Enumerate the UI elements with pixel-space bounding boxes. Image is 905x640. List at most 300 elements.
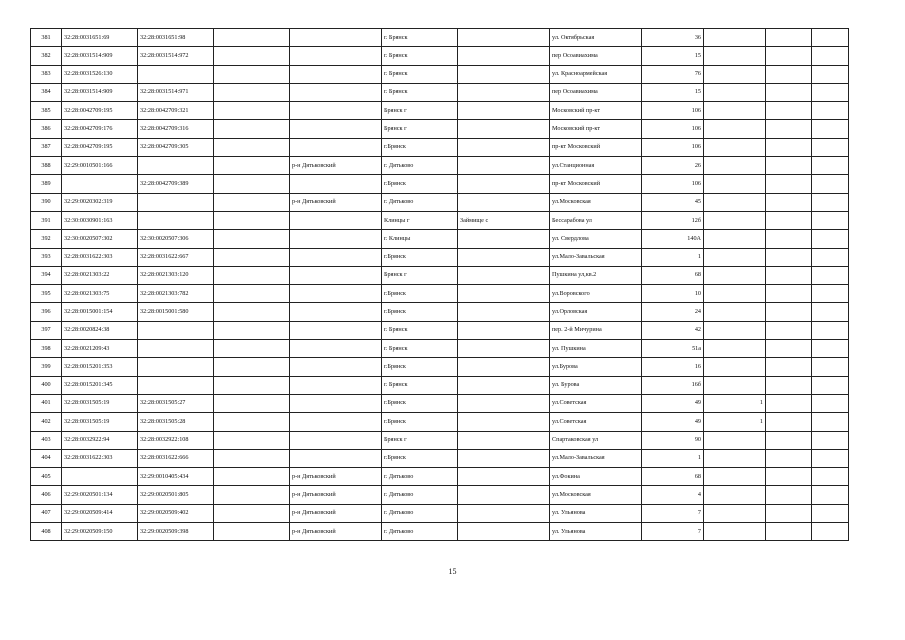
building-cadastral-number (138, 376, 214, 394)
house-number: 49 (642, 413, 704, 431)
extra-cell (766, 47, 812, 65)
building-cadastral-number (138, 65, 214, 83)
street-cell: ул. Свердлова (550, 230, 642, 248)
extra-cell (766, 394, 812, 412)
house-number: 24 (642, 303, 704, 321)
blank-cell (214, 47, 290, 65)
building-cadastral-number: 32:28:0042709:305 (138, 138, 214, 156)
district-cell (290, 65, 382, 83)
street-cell: ул.Воровского (550, 285, 642, 303)
blank-cell (214, 83, 290, 101)
district-cell (290, 449, 382, 467)
extra-cell (766, 175, 812, 193)
locality-cell (458, 83, 550, 101)
cadastral-number: 32:28:0021303:22 (62, 266, 138, 284)
property-register-table (30, 28, 849, 541)
blank-cell (214, 486, 290, 504)
street-cell: Московский пр-кт (550, 120, 642, 138)
house-number: 36 (642, 29, 704, 47)
district-cell (290, 266, 382, 284)
district-cell (290, 120, 382, 138)
street-cell: пер. 2-й Мичурина (550, 321, 642, 339)
city-cell: г. Дятьково (382, 157, 458, 175)
extra-cell (766, 211, 812, 229)
blank-cell (214, 449, 290, 467)
row-number: 389 (31, 175, 62, 193)
extra-cell (704, 340, 766, 358)
extra-cell (812, 431, 849, 449)
city-cell: Брянск г (382, 120, 458, 138)
house-number: 10 (642, 285, 704, 303)
cadastral-number: 32:28:0042709:195 (62, 102, 138, 120)
locality-cell (458, 303, 550, 321)
district-cell: р-н Дятьковский (290, 468, 382, 486)
street-cell: ул. Красноармейская (550, 65, 642, 83)
extra-cell (704, 523, 766, 541)
street-cell: пер Осоавиахима (550, 83, 642, 101)
table-row (31, 266, 849, 284)
blank-cell (214, 504, 290, 522)
street-cell: ул.Московская (550, 486, 642, 504)
blank-cell (214, 523, 290, 541)
district-cell (290, 358, 382, 376)
blank-cell (214, 321, 290, 339)
building-cadastral-number (138, 157, 214, 175)
locality-cell (458, 102, 550, 120)
locality-cell (458, 413, 550, 431)
cadastral-number: 32:28:0031514:909 (62, 47, 138, 65)
table-row (31, 394, 849, 412)
locality-cell (458, 47, 550, 65)
extra-cell (704, 431, 766, 449)
building-cadastral-number: 32:28:0042709:316 (138, 120, 214, 138)
district-cell (290, 211, 382, 229)
cadastral-number: 32:28:0042709:176 (62, 120, 138, 138)
district-cell (290, 394, 382, 412)
extra-cell (766, 486, 812, 504)
extra-cell (812, 413, 849, 431)
blank-cell (214, 120, 290, 138)
locality-cell (458, 120, 550, 138)
house-number: 106 (642, 175, 704, 193)
city-cell: г. Дятьково (382, 468, 458, 486)
street-cell: ул.Фокина (550, 468, 642, 486)
street-cell: Бессарабова ул (550, 211, 642, 229)
street-cell: пр-кт Московский (550, 175, 642, 193)
district-cell (290, 413, 382, 431)
locality-cell (458, 394, 550, 412)
blank-cell (214, 340, 290, 358)
cadastral-number: 32:28:0031526:130 (62, 65, 138, 83)
extra-cell (812, 65, 849, 83)
district-cell (290, 230, 382, 248)
house-number: 15 (642, 83, 704, 101)
extra-cell (766, 413, 812, 431)
cadastral-number: 32:30:0020507:302 (62, 230, 138, 248)
building-cadastral-number: 32:28:0031505:27 (138, 394, 214, 412)
extra-cell (704, 175, 766, 193)
building-cadastral-number: 32:28:0031514:972 (138, 47, 214, 65)
extra-cell (766, 376, 812, 394)
building-cadastral-number: 32:29:0020509:398 (138, 523, 214, 541)
extra-cell (812, 29, 849, 47)
building-cadastral-number: 32:28:0031651:98 (138, 29, 214, 47)
locality-cell (458, 486, 550, 504)
cadastral-number: 32:28:0031505:19 (62, 413, 138, 431)
blank-cell (214, 157, 290, 175)
street-cell: ул.Станционная (550, 157, 642, 175)
locality-cell (458, 157, 550, 175)
extra-cell (704, 285, 766, 303)
locality-cell (458, 285, 550, 303)
extra-cell (704, 504, 766, 522)
cadastral-number: 32:28:0021303:75 (62, 285, 138, 303)
table-body (31, 29, 849, 541)
cadastral-number: 32:28:0015201:353 (62, 358, 138, 376)
extra-cell (704, 138, 766, 156)
district-cell (290, 29, 382, 47)
blank-cell (214, 248, 290, 266)
extra-cell (812, 523, 849, 541)
district-cell: р-н Дятьковский (290, 193, 382, 211)
extra-cell (812, 358, 849, 376)
district-cell (290, 47, 382, 65)
row-number: 399 (31, 358, 62, 376)
cadastral-number: 32:28:0015201:345 (62, 376, 138, 394)
city-cell: г. Брянск (382, 83, 458, 101)
city-cell: г.Брянск (382, 358, 458, 376)
cadastral-number: 32:28:0031622:303 (62, 248, 138, 266)
building-cadastral-number (138, 340, 214, 358)
house-number: 7 (642, 504, 704, 522)
extra-cell (766, 193, 812, 211)
building-cadastral-number: 32:28:0015001:580 (138, 303, 214, 321)
row-number: 391 (31, 211, 62, 229)
extra-cell (766, 138, 812, 156)
table-row (31, 303, 849, 321)
row-number: 381 (31, 29, 62, 47)
extra-cell (704, 193, 766, 211)
city-cell: г.Брянск (382, 394, 458, 412)
extra-cell (766, 340, 812, 358)
extra-cell (704, 102, 766, 120)
cadastral-number: 32:28:0031505:19 (62, 394, 138, 412)
blank-cell (214, 413, 290, 431)
city-cell: г. Брянск (382, 340, 458, 358)
extra-cell (704, 230, 766, 248)
row-number: 402 (31, 413, 62, 431)
street-cell: ул.Московская (550, 193, 642, 211)
city-cell: г.Брянск (382, 248, 458, 266)
row-number: 382 (31, 47, 62, 65)
extra-cell (766, 468, 812, 486)
extra-cell (812, 230, 849, 248)
cadastral-number: 32:28:0031651:69 (62, 29, 138, 47)
building-cadastral-number: 32:28:0031622:667 (138, 248, 214, 266)
extra-cell (812, 486, 849, 504)
blank-cell (214, 211, 290, 229)
city-cell: г. Брянск (382, 65, 458, 83)
house-number: 68 (642, 468, 704, 486)
extra-cell (812, 394, 849, 412)
house-number: 15 (642, 47, 704, 65)
row-number: 388 (31, 157, 62, 175)
extra-cell (766, 431, 812, 449)
extra-cell (704, 248, 766, 266)
district-cell: р-н Дятьковский (290, 157, 382, 175)
city-cell: г. Дятьково (382, 523, 458, 541)
district-cell (290, 303, 382, 321)
row-number: 405 (31, 468, 62, 486)
row-number: 407 (31, 504, 62, 522)
house-number: 7 (642, 523, 704, 541)
district-cell (290, 285, 382, 303)
table-row (31, 230, 849, 248)
row-number: 394 (31, 266, 62, 284)
blank-cell (214, 376, 290, 394)
row-number: 387 (31, 138, 62, 156)
house-number: 4 (642, 486, 704, 504)
blank-cell (214, 285, 290, 303)
extra-cell (812, 340, 849, 358)
district-cell: р-н Дятьковский (290, 523, 382, 541)
extra-cell (704, 266, 766, 284)
city-cell: г. Брянск (382, 321, 458, 339)
extra-cell (812, 285, 849, 303)
cadastral-number: 32:28:0020824:38 (62, 321, 138, 339)
street-cell: ул.Мало-Завальская (550, 248, 642, 266)
blank-cell (214, 468, 290, 486)
table-row (31, 29, 849, 47)
extra-cell (704, 303, 766, 321)
district-cell (290, 376, 382, 394)
table-row (31, 248, 849, 266)
extra-cell (812, 120, 849, 138)
cadastral-number: 32:28:0021209:43 (62, 340, 138, 358)
extra-cell (812, 376, 849, 394)
building-cadastral-number (138, 193, 214, 211)
extra-cell (766, 449, 812, 467)
locality-cell (458, 29, 550, 47)
table-row (31, 449, 849, 467)
extra-cell (704, 83, 766, 101)
row-number: 403 (31, 431, 62, 449)
extra-cell (812, 449, 849, 467)
extra-cell (812, 266, 849, 284)
cadastral-number (62, 175, 138, 193)
house-number: 140А (642, 230, 704, 248)
blank-cell (214, 175, 290, 193)
street-cell: Московский пр-кт (550, 102, 642, 120)
extra-cell (812, 157, 849, 175)
building-cadastral-number: 32:28:0032922:108 (138, 431, 214, 449)
house-number: 12б (642, 211, 704, 229)
extra-cell (704, 47, 766, 65)
cadastral-number: 32:29:0020501:134 (62, 486, 138, 504)
city-cell: г. Брянск (382, 47, 458, 65)
locality-cell (458, 340, 550, 358)
extra-cell (704, 358, 766, 376)
street-cell: пер Осоавиахима (550, 47, 642, 65)
blank-cell (214, 138, 290, 156)
building-cadastral-number: 32:28:0021303:120 (138, 266, 214, 284)
extra-cell: 1 (704, 394, 766, 412)
row-number: 386 (31, 120, 62, 138)
city-cell: г. Дятьково (382, 504, 458, 522)
extra-cell (766, 285, 812, 303)
district-cell (290, 340, 382, 358)
table-row (31, 486, 849, 504)
table-row (31, 285, 849, 303)
row-number: 401 (31, 394, 62, 412)
cadastral-number: 32:28:0031514:909 (62, 83, 138, 101)
locality-cell (458, 358, 550, 376)
cadastral-number: 32:29:0010501:166 (62, 157, 138, 175)
house-number: 45 (642, 193, 704, 211)
extra-cell (766, 504, 812, 522)
district-cell (290, 175, 382, 193)
row-number: 385 (31, 102, 62, 120)
cadastral-number: 32:29:0020302:319 (62, 193, 138, 211)
locality-cell (458, 449, 550, 467)
table-row (31, 321, 849, 339)
city-cell: г. Брянск (382, 29, 458, 47)
extra-cell (704, 29, 766, 47)
row-number: 397 (31, 321, 62, 339)
extra-cell (766, 83, 812, 101)
house-number: 26 (642, 157, 704, 175)
row-number: 390 (31, 193, 62, 211)
city-cell: г.Брянск (382, 175, 458, 193)
extra-cell (766, 358, 812, 376)
extra-cell (812, 211, 849, 229)
blank-cell (214, 266, 290, 284)
row-number: 396 (31, 303, 62, 321)
extra-cell (812, 102, 849, 120)
building-cadastral-number: 32:28:0031514:971 (138, 83, 214, 101)
street-cell: ул.Мало-Завальская (550, 449, 642, 467)
extra-cell (704, 449, 766, 467)
locality-cell (458, 193, 550, 211)
cadastral-number (62, 468, 138, 486)
table-row (31, 431, 849, 449)
extra-cell (766, 120, 812, 138)
table-row (31, 83, 849, 101)
house-number: 106 (642, 102, 704, 120)
city-cell: г.Брянск (382, 138, 458, 156)
street-cell: ул. Пушкина (550, 340, 642, 358)
table-row (31, 358, 849, 376)
table-row (31, 211, 849, 229)
extra-cell (766, 102, 812, 120)
blank-cell (214, 29, 290, 47)
district-cell: р-н Дятьковский (290, 504, 382, 522)
street-cell: Спартаковская ул (550, 431, 642, 449)
locality-cell (458, 65, 550, 83)
extra-cell (704, 468, 766, 486)
row-number: 392 (31, 230, 62, 248)
house-number: 68 (642, 266, 704, 284)
row-number: 404 (31, 449, 62, 467)
table-row (31, 193, 849, 211)
cadastral-number: 32:28:0042709:195 (62, 138, 138, 156)
extra-cell (766, 65, 812, 83)
extra-cell (812, 303, 849, 321)
extra-cell (812, 321, 849, 339)
house-number: 76 (642, 65, 704, 83)
table-row (31, 468, 849, 486)
house-number: 49 (642, 394, 704, 412)
page-number: 15 (448, 567, 457, 576)
extra-cell (812, 83, 849, 101)
table-row (31, 376, 849, 394)
blank-cell (214, 102, 290, 120)
extra-cell (766, 29, 812, 47)
cadastral-number: 32:30:0030901:163 (62, 211, 138, 229)
row-number: 398 (31, 340, 62, 358)
blank-cell (214, 394, 290, 412)
blank-cell (214, 431, 290, 449)
district-cell (290, 138, 382, 156)
city-cell: г.Брянск (382, 303, 458, 321)
row-number: 408 (31, 523, 62, 541)
building-cadastral-number: 32:29:0020501:805 (138, 486, 214, 504)
district-cell (290, 102, 382, 120)
locality-cell (458, 266, 550, 284)
extra-cell (766, 303, 812, 321)
street-cell: пр-кт Московский (550, 138, 642, 156)
extra-cell (704, 120, 766, 138)
extra-cell (766, 248, 812, 266)
street-cell: ул. Октябрьская (550, 29, 642, 47)
locality-cell (458, 468, 550, 486)
extra-cell (766, 157, 812, 175)
house-number: 51а (642, 340, 704, 358)
district-cell (290, 321, 382, 339)
district-cell (290, 431, 382, 449)
street-cell: ул. Ульянова (550, 504, 642, 522)
building-cadastral-number: 32:29:0010405:434 (138, 468, 214, 486)
house-number: 16б (642, 376, 704, 394)
city-cell: г. Клинцы (382, 230, 458, 248)
street-cell: ул.Советская (550, 413, 642, 431)
blank-cell (214, 193, 290, 211)
city-cell: г. Дятьково (382, 486, 458, 504)
street-cell: ул.Бурова (550, 358, 642, 376)
cadastral-number: 32:29:0020509:414 (62, 504, 138, 522)
city-cell: г.Брянск (382, 449, 458, 467)
extra-cell (812, 138, 849, 156)
locality-cell (458, 175, 550, 193)
extra-cell (766, 523, 812, 541)
locality-cell (458, 431, 550, 449)
locality-cell (458, 376, 550, 394)
building-cadastral-number (138, 321, 214, 339)
row-number: 395 (31, 285, 62, 303)
extra-cell (812, 504, 849, 522)
extra-cell (766, 321, 812, 339)
locality-cell (458, 321, 550, 339)
table-row (31, 413, 849, 431)
building-cadastral-number: 32:28:0031622:666 (138, 449, 214, 467)
row-number: 406 (31, 486, 62, 504)
street-cell: ул.Советская (550, 394, 642, 412)
extra-cell (704, 65, 766, 83)
blank-cell (214, 303, 290, 321)
blank-cell (214, 358, 290, 376)
extra-cell (766, 230, 812, 248)
locality-cell (458, 230, 550, 248)
